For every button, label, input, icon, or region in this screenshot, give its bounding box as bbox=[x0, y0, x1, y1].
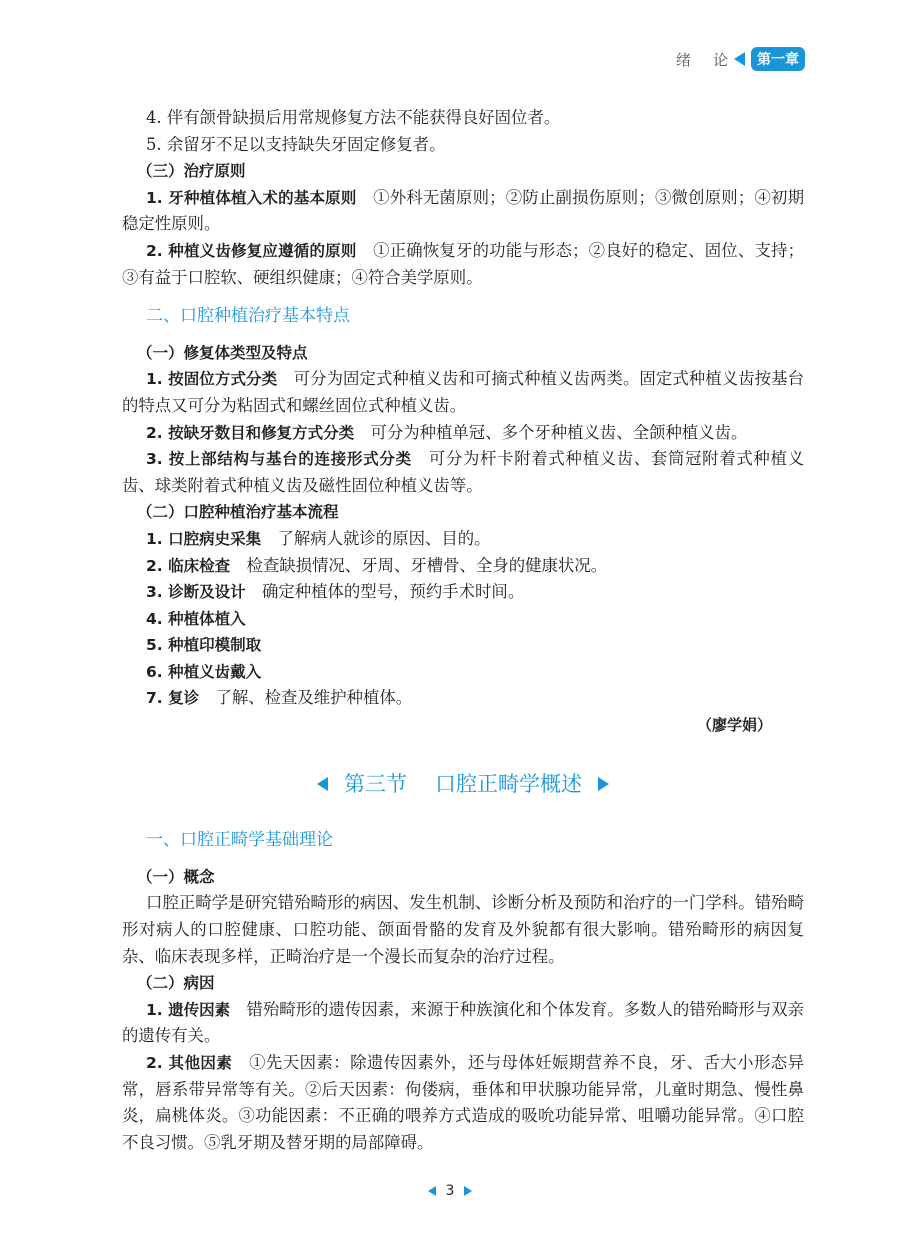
lead: 1. 口腔病史采集 bbox=[146, 529, 262, 548]
author: （廖学娟） bbox=[696, 716, 772, 735]
subheading: （三）治疗原则 bbox=[137, 162, 246, 181]
subheading: （一）概念 bbox=[137, 867, 215, 886]
page-body bbox=[122, 105, 804, 1156]
triangle-left-icon bbox=[317, 777, 328, 791]
text: ①正确恢复牙的功能与形态；②良好的稳定、固位、支持；③有益于口腔软、硬组织健康；④符合美学原则。 bbox=[122, 240, 804, 287]
section-name: 口腔正畸学概述 bbox=[435, 771, 582, 796]
triangle-left-icon bbox=[428, 1186, 436, 1196]
header-title: 绪论 bbox=[675, 50, 750, 69]
step bbox=[122, 579, 804, 606]
list-item: 4. 伴有颌骨缺损后用常规修复方法不能获得良好固位者。 bbox=[146, 108, 561, 127]
paragraph bbox=[122, 997, 804, 1050]
text: 可分为固定式种植义齿和可摘式种植义齿两类。固定式种植义齿按基台的特点又可分为粘固式和螺丝固位式种植义齿。 bbox=[122, 369, 804, 415]
triangle-right-icon bbox=[464, 1186, 472, 1196]
step bbox=[122, 606, 804, 633]
lead: 2. 临床检查 bbox=[146, 556, 231, 575]
lead: 2. 种植义齿修复应遵循的原则 bbox=[146, 241, 357, 260]
text: ①先天因素：除遗传因素外，还与母体妊娠期营养不良，牙、舌大小形态异常，唇系带异常等有关。②后天因素：佝偻病，垂体和甲状腺功能异常，儿童时期急、慢性鼻炎，扁桃体炎。③功能因素：不正确的喂养方式造成的吸吮功能异常、咀嚼功能异常。④口腔不良习惯。⑤乳牙期及替牙期的局部障碍。 bbox=[122, 1053, 804, 1152]
lead: 2. 按缺牙数目和修复方式分类 bbox=[146, 423, 355, 442]
subheading: （二）病因 bbox=[137, 974, 215, 993]
lead: 1. 牙种植体植入术的基本原则 bbox=[146, 188, 357, 207]
paragraph bbox=[122, 446, 804, 499]
text: 确定种植体的型号，预约手术时间。 bbox=[261, 582, 525, 602]
step bbox=[122, 632, 804, 659]
text: 了解、检查及维护种植体。 bbox=[215, 688, 413, 708]
section-heading: 一、口腔正畸学基础理论 bbox=[146, 830, 333, 851]
paragraph bbox=[122, 238, 804, 291]
lead: 3. 按上部结构与基台的连接形式分类 bbox=[146, 450, 412, 469]
triangle-right-icon bbox=[598, 777, 609, 791]
chapter-badge: 第一章 bbox=[751, 47, 805, 71]
paragraph: 口腔正畸学是研究错殆畸形的病因、发生机制、诊断分析及预防和治疗的一门学科。错殆畸形对病人的口腔健康、口腔功能、颌面骨骼的发育及外貌都有很大影响。错殆畸形的病因复杂、临床表现多样，正畸治疗是一个漫长而复杂的治疗过程。 bbox=[122, 893, 804, 966]
list-item: 5. 余留牙不足以支持缺失牙固定修复者。 bbox=[146, 134, 446, 154]
text: 错殆畸形的遗传因素，来源于种族演化和个体发育。多数人的错殆畸形与双亲的遗传有关。 bbox=[122, 999, 804, 1046]
subheading: （一）修复体类型及特点 bbox=[137, 343, 308, 362]
lead: 1. 遗传因素 bbox=[146, 1000, 231, 1019]
subheading: （二）口腔种植治疗基本流程 bbox=[137, 503, 339, 522]
text: 了解病人就诊的原因、目的。 bbox=[277, 528, 491, 548]
paragraph bbox=[122, 366, 804, 419]
lead: 2. 其他因素 bbox=[146, 1054, 233, 1072]
step bbox=[122, 685, 804, 712]
paragraph bbox=[122, 185, 804, 238]
step bbox=[122, 659, 804, 686]
paragraph bbox=[122, 420, 804, 447]
lead: 3. 诊断及设计 bbox=[146, 583, 246, 602]
lead: 5. 种植印模制取 bbox=[146, 636, 262, 655]
lead: 7. 复诊 bbox=[146, 689, 200, 708]
section-number: 第三节 bbox=[344, 771, 407, 796]
lead: 4. 种植体植入 bbox=[146, 609, 246, 628]
page-number bbox=[0, 1183, 900, 1199]
text: 检查缺损情况、牙周、牙槽骨、全身的健康状况。 bbox=[246, 555, 608, 575]
step bbox=[122, 526, 804, 553]
paragraph bbox=[122, 1050, 804, 1156]
section-heading: 二、口腔种植治疗基本特点 bbox=[146, 306, 350, 327]
lead: 1. 按固位方式分类 bbox=[146, 370, 278, 389]
running-header bbox=[676, 47, 805, 71]
text: ①外科无菌原则；②防止副损伤原则；③微创原则；④初期稳定性原则。 bbox=[122, 187, 804, 234]
text: 可分为种植单冠、多个牙种植义齿、全颌种植义齿。 bbox=[370, 422, 748, 442]
lead: 6. 种植义齿戴入 bbox=[146, 662, 262, 681]
triangle-left-icon bbox=[734, 52, 745, 66]
step bbox=[122, 553, 804, 580]
page-number-text: 3 bbox=[445, 1183, 455, 1199]
text: 可分为杆卡附着式种植义齿、套筒冠附着式种植义齿、球类附着式种植义齿及磁性固位种植义齿等。 bbox=[122, 449, 804, 495]
section-title bbox=[122, 771, 804, 798]
